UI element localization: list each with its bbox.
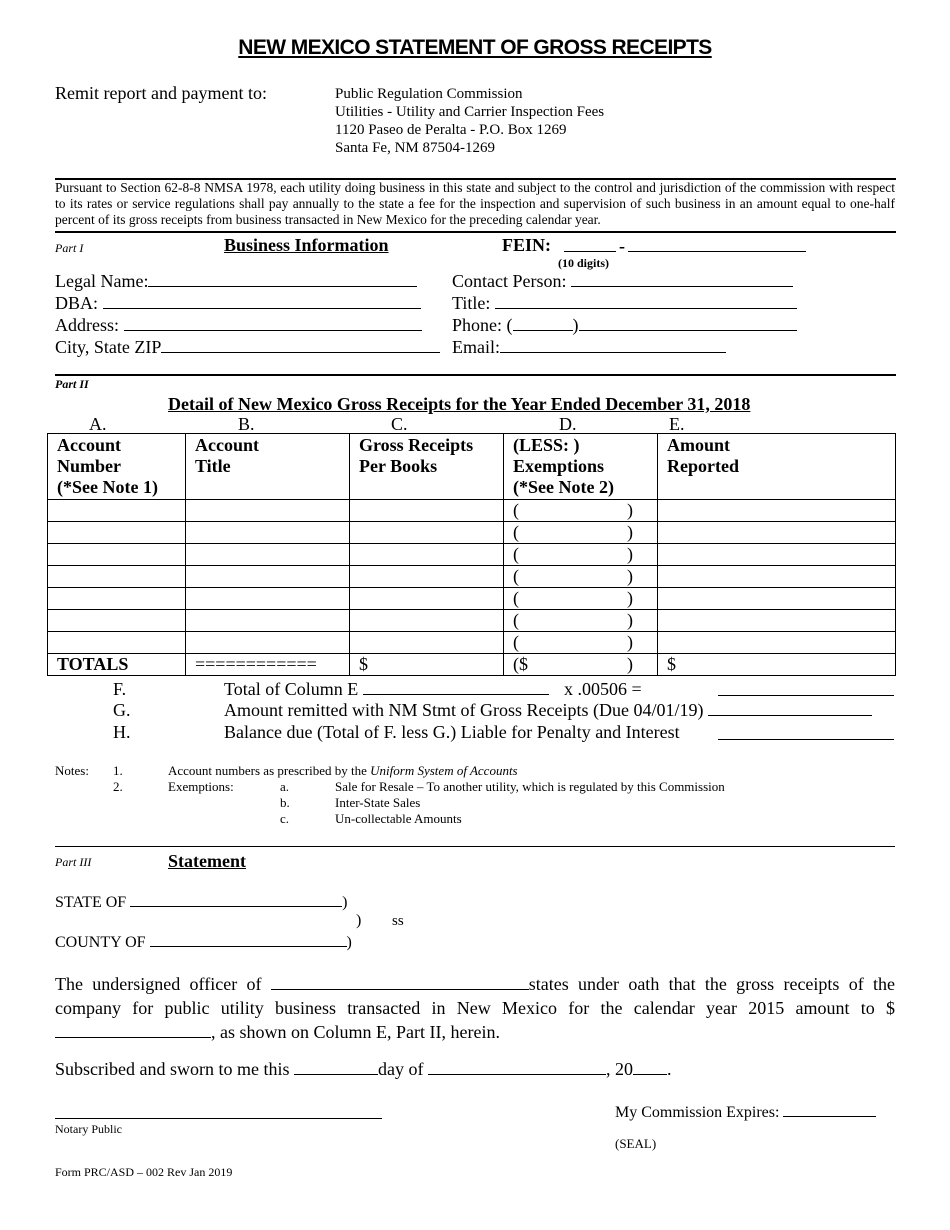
field-label: Legal Name:: [55, 271, 149, 291]
table-row: [48, 632, 896, 654]
column-letter: A.: [89, 414, 107, 434]
table-cell[interactable]: ( ): [504, 500, 658, 522]
column-letter: E.: [669, 414, 685, 434]
part1-label: Part I: [55, 241, 84, 255]
field-label: COUNTY OF: [55, 934, 146, 951]
table-cell[interactable]: [186, 588, 350, 610]
field-label: STATE OF: [55, 894, 127, 911]
oath-statement: The undersigned officer of states under oath that the gross receipts of the company for public utility business transacted in New Mexico for the calendar year 2015 amount to $, as shown on Column E, Part II, herein.: [55, 974, 896, 1042]
totals-label: TOTALS: [48, 654, 186, 676]
line-text: Amount remitted with NM Stmt of Gross Receipts (Due 04/01/19): [224, 700, 704, 720]
seal-label: (SEAL): [615, 1136, 657, 1151]
table-cell[interactable]: [658, 588, 896, 610]
line-f[interactable]: [224, 679, 549, 700]
address-field[interactable]: [55, 315, 422, 336]
table-cell[interactable]: [48, 544, 186, 566]
column-header: (LESS: ) Exemptions (*See Note 2): [504, 434, 658, 500]
phone-field[interactable]: Phone: ( ): [452, 315, 797, 336]
part2-heading: Detail of New Mexico Gross Receipts for the Year Ended December 31, 2018: [168, 394, 751, 414]
notary-label: Notary Public: [55, 1122, 122, 1136]
line-letter: F.: [113, 679, 127, 699]
column-letter: C.: [391, 414, 408, 434]
intro-text: Pursuant to Section 62-8-8 NMSA 1978, each utility doing business in this state and subject to the control and jurisdiction of the commission with respect to its rates or service regulations shall pay annually to the state a fee for the inspection and supervision of such business in an amount equal to one-half percent of its gross receipts from business transacted in New Mexico for the preceding calendar year.: [55, 180, 895, 227]
note-number: 2.: [113, 779, 123, 794]
fein-field[interactable]: -: [564, 236, 806, 257]
table-row: [48, 610, 896, 632]
note-letter: a.: [280, 779, 290, 794]
contact-title-field[interactable]: [452, 293, 797, 314]
note-letter: c.: [280, 811, 290, 826]
table-row: [48, 500, 896, 522]
fein-note: (10 digits): [558, 256, 609, 270]
field-label: Address:: [55, 315, 119, 335]
table-cell[interactable]: [186, 632, 350, 654]
amount-field[interactable]: [55, 1023, 211, 1038]
part3-label: Part III: [55, 855, 92, 869]
totals-cell[interactable]: $: [658, 654, 896, 676]
part3-heading: Statement: [168, 851, 246, 871]
sworn-line[interactable]: Subscribed and sworn to me this day of , 20 .: [55, 1059, 672, 1079]
contact-person-field[interactable]: [452, 271, 793, 292]
remit-address: [335, 85, 604, 157]
totals-cell: ============: [186, 654, 350, 676]
notes-label: Notes:: [55, 763, 89, 778]
county-of-field[interactable]: COUNTY OF ): [55, 934, 352, 951]
table-cell[interactable]: ( ): [504, 566, 658, 588]
divider: [55, 374, 896, 376]
line-f-amount[interactable]: [718, 681, 894, 701]
table-cell[interactable]: [658, 522, 896, 544]
table-cell[interactable]: [658, 632, 896, 654]
field-label: Title:: [452, 293, 491, 313]
notary-signature-line[interactable]: [55, 1118, 382, 1119]
line-letter: G.: [113, 700, 131, 720]
table-row: [48, 544, 896, 566]
line-text: Total of Column E: [224, 679, 359, 699]
ss-label: ss: [392, 913, 404, 929]
note-item: Un-collectable Amounts: [335, 811, 462, 826]
column-letter: B.: [238, 414, 255, 434]
field-label: My Commission Expires:: [615, 1104, 780, 1121]
table-cell[interactable]: ( ): [504, 544, 658, 566]
note-number: 1.: [113, 763, 123, 778]
table-cell[interactable]: [48, 566, 186, 588]
table-cell[interactable]: [48, 610, 186, 632]
table-cell[interactable]: [350, 566, 504, 588]
table-cell[interactable]: [658, 610, 896, 632]
table-cell[interactable]: [350, 544, 504, 566]
field-label: DBA:: [55, 293, 99, 313]
note-letter: b.: [280, 795, 290, 810]
totals-cell[interactable]: ($ ): [504, 654, 658, 676]
column-header: Gross Receipts Per Books: [350, 434, 504, 500]
line-f-rate: x .00506 =: [564, 679, 642, 699]
table-cell[interactable]: [658, 566, 896, 588]
remit-label: Remit report and payment to:: [55, 83, 267, 103]
totals-cell[interactable]: $: [350, 654, 504, 676]
field-label: Contact Person:: [452, 271, 567, 291]
venue-bracket: ): [356, 912, 362, 929]
table-cell[interactable]: ( ): [504, 632, 658, 654]
page-title: NEW MEXICO STATEMENT OF GROSS RECEIPTS: [238, 36, 712, 59]
note-item: Inter-State Sales: [335, 795, 421, 810]
remit-line: Utilities - Utility and Carrier Inspection Fees: [335, 104, 605, 120]
totals-row: [48, 654, 896, 676]
table-cell[interactable]: [350, 588, 504, 610]
table-cell[interactable]: [186, 610, 350, 632]
officer-field[interactable]: [271, 975, 529, 990]
legal-name-field[interactable]: [55, 271, 417, 292]
table-header-row: [48, 434, 896, 500]
divider: [55, 846, 895, 847]
table-row: [48, 522, 896, 544]
note-1: Account numbers as prescribed by the Uniform System of Accounts: [168, 763, 518, 778]
table-cell[interactable]: ( ): [504, 522, 658, 544]
table-cell[interactable]: [186, 522, 350, 544]
column-header: Account Title: [186, 434, 350, 500]
table-cell[interactable]: [186, 544, 350, 566]
note-2-label: Exemptions:: [168, 779, 234, 794]
form-id: Form PRC/ASD – 002 Rev Jan 2019: [55, 1165, 233, 1179]
dba-field[interactable]: [55, 293, 421, 314]
city-state-zip-field[interactable]: [55, 337, 440, 358]
line-g[interactable]: [224, 700, 872, 721]
field-label: Phone: (: [452, 315, 513, 335]
column-header: Amount Reported: [658, 434, 896, 500]
part2-label: Part II: [55, 377, 89, 391]
table-cell[interactable]: [186, 500, 350, 522]
field-label: Email:: [452, 337, 500, 357]
table-cell[interactable]: [48, 632, 186, 654]
column-letter: D.: [559, 414, 577, 434]
table-cell[interactable]: [658, 500, 896, 522]
table-cell[interactable]: [350, 610, 504, 632]
fein-label: FEIN:: [502, 235, 551, 255]
field-label: City, State ZIP: [55, 337, 162, 357]
state-of-field[interactable]: STATE OF ): [55, 894, 348, 911]
part1-heading: Business Information: [224, 235, 389, 255]
note-item: Sale for Resale – To another utility, which is regulated by this Commission: [335, 779, 725, 794]
gross-receipts-table: [47, 433, 896, 676]
table-cell[interactable]: ( ): [504, 610, 658, 632]
commission-expires-field[interactable]: [615, 1102, 876, 1122]
remit-line: Santa Fe, NM 87504-1269: [335, 140, 495, 156]
divider: [55, 231, 896, 233]
email-field[interactable]: [452, 337, 726, 358]
table-cell[interactable]: [350, 522, 504, 544]
table-cell[interactable]: [48, 522, 186, 544]
remit-line: Public Regulation Commission: [335, 86, 523, 102]
table-cell[interactable]: [48, 588, 186, 610]
table-cell[interactable]: ( ): [504, 588, 658, 610]
column-header: Account Number (*See Note 1): [48, 434, 186, 500]
table-cell[interactable]: [658, 544, 896, 566]
line-text: Balance due (Total of F. less G.) Liable for Penalty and Interest: [224, 722, 680, 742]
table-row: [48, 566, 896, 588]
table-cell[interactable]: [186, 566, 350, 588]
table-cell[interactable]: [350, 500, 504, 522]
line-letter: H.: [113, 722, 131, 742]
line-h[interactable]: [224, 722, 680, 743]
table-cell[interactable]: [350, 632, 504, 654]
table-row: [48, 588, 896, 610]
table-cell[interactable]: [48, 500, 186, 522]
remit-line: 1120 Paseo de Peralta - P.O. Box 1269: [335, 122, 567, 138]
line-h-amount[interactable]: [718, 725, 894, 745]
